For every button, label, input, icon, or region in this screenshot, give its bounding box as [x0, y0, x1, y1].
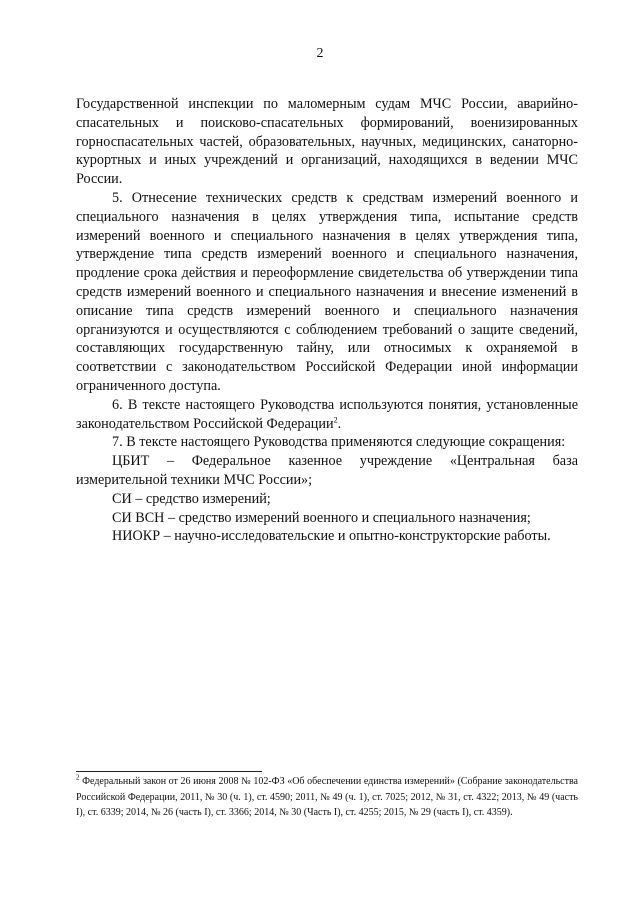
paragraph-6-text: 6. В тексте настоящего Руководства используются понятия, установленные законодательством Российской Федерации [76, 396, 578, 432]
paragraph-7: 7. В тексте настоящего Руководства применяются следующие сокращения: [112, 434, 566, 451]
footnote-mark: 2 [76, 773, 80, 782]
footnote-reference: 2 [333, 414, 338, 424]
paragraph-continuation: Государственной инспекции по маломерным судам МЧС России, аварийно-спасательных и поисково-спасательных формирований, военизированных горноспасательных частей, образовательных, научных, медицинских, санаторно-курортных и иных учреждений и организаций, находящихся в ведении МЧС России. [76, 96, 578, 188]
paragraph-5: 5. Отнесение технических средств к средствам измерений военного и специального назначения в целях утверждения типа, испытание средств измерений военного и специального назначения в целях утверждения типа, утверждение типа средств измерений военного и специального назначения, продление срока действия и переоформление свидетельства об утверждении типа средств измерений военного и специального назначения и внесение изменений в описание типа средств измерений военного и специального назначения организуются и осуществляются с соблюдением требований о защите сведений, составляющих государственную тайну, или относимых к охраняемой в соответствии с законодательством Российской Федерации иной информации ограниченного доступа. [76, 189, 578, 394]
page-number: 2 [316, 46, 324, 61]
document-body [76, 95, 578, 546]
abbreviation-item: СИ – средство измерений; [112, 490, 271, 507]
abbreviation-item: НИОКР – научно-исследовательские и опытно-конструкторские работы. [112, 528, 551, 545]
footnote-text: Федеральный закон от 26 июня 2008 № 102-ФЗ «Об обеспечении единства измерений» (Собрание законодательства Российской Федерации, 2011, № 30 (ч. 1), ст. 4590; 2011, № 49 (ч. 1), ст. 7025; 2012, № 31, ст. 4322; 2013, № 49 (часть I), ст. 6339; 2014, № 26 (часть I), ст. 3366; 2014, № 30 (Часть I), ст. 4255; 2015, № 29 (часть I), ст. 4359). [76, 776, 578, 819]
footnote-separator [76, 771, 262, 772]
paragraph-6 [76, 396, 578, 434]
footnote [76, 774, 578, 821]
paragraph-6-end: . [337, 415, 342, 432]
abbreviation-item: СИ ВСН – средство измерений военного и специального назначения; [112, 509, 531, 526]
abbreviation-item: ЦБИТ – Федеральное казенное учреждение «Центральная база измерительной техники МЧС России»; [76, 453, 578, 488]
